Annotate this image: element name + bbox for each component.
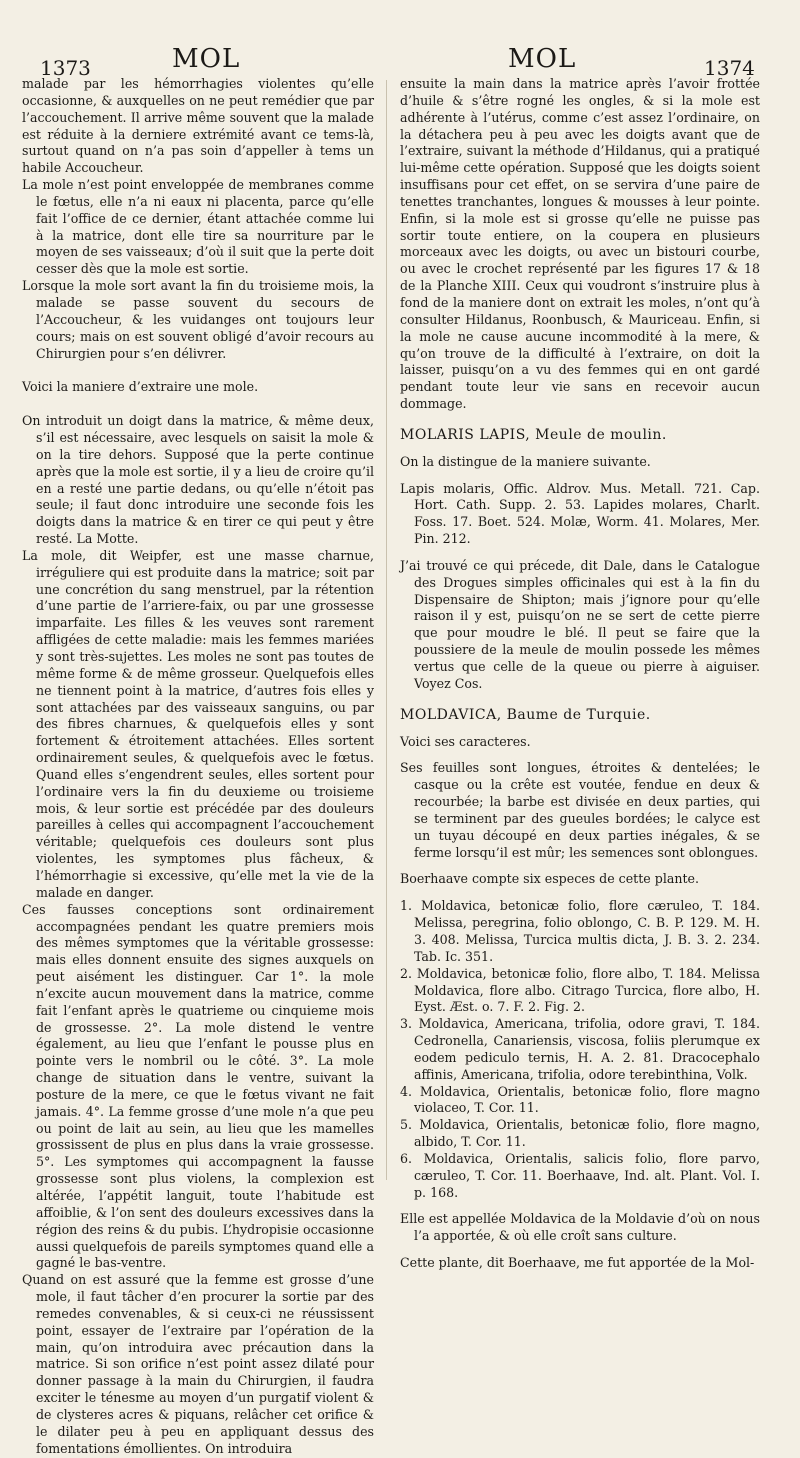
page-number-right: 1374 (704, 56, 755, 80)
paragraph: Elle est appellée Moldavica de la Moldavie d’où on nous l’a apportée, & où elle croît sans culture. (400, 1211, 760, 1244)
right-column (400, 76, 760, 1272)
paragraph: Voici ses caracteres. (400, 733, 531, 749)
list-item: 2. Moldavica, betonicæ folio, flore albo, T. 184. Melissa Moldavica, flore albo. Citrago Turcica, flore albo, H. Eyst. Æst. o. 7. F. 2. Fig. 2. (400, 965, 760, 1015)
paragraph: Ces fausses conceptions sont ordinairement accompagnées pendant les quatre premiers mois des mêmes symptomes que la véritable grossesse: mais elles donnent ensuite des signes auxquels on peut aisément les distinguer. Car 1°. la mole n’excite aucun mouvement dans la matrice, comme fait l’enfant après le quatrieme ou cinquieme mois de grossesse. 2°. La mole distend le ventre également, au lieu que l’enfant le pousse plus en pointe vers le nombril ou le côté. 3°. La mole change de situation dans le ventre, suivant la posture de la mere, ce que le fœtus vivant ne fait jamais. 4°. La femme grosse d’une mole n’a que peu ou point de lait au sein, au lieu que les mamelles grossissent de plus en plus dans la vraie grossesse. 5°. Les symptomes qui accompagnent la fausse grossesse sont plus violens, la complexion est altérée, l’appétit languit, toute l’habitude est affoiblie, & l’on sent des douleurs excessives dans la région des reins & du pubis. L’hydropisie occasionne aussi quelquefois de pareils symptomes quand elle a gagné le bas-ventre. (22, 901, 374, 1271)
running-head-left: MOL (172, 44, 241, 74)
paragraph: La mole n’est point enveloppée de membranes comme le fœtus, elle n’a ni eaux ni placenta, parce qu’elle fait l’office de ce dernier, étant attachée comme lui à la matrice, dont elle tire sa nourriture par le moyen de ses vaisseaux; d’où il suit que la perte doit cesser dès que la mole est sortie. (22, 177, 374, 277)
list-item: 5. Moldavica, Orientalis, betonicæ folio, flore magno, albido, T. Cor. 11. (400, 1117, 760, 1150)
entry-heading: MOLARIS LAPIS, Meule de moulin. (400, 426, 667, 443)
paragraph: J’ai trouvé ce qui précede, dit Dale, dans le Catalogue des Drogues simples officinales qui est à la fin du Dispensaire de Shipton; mais j’ignore pour qu’elle raison il y est, puisqu’on ne se sert de cette pierre que pour moudre le blé. Il peut se faire que la poussiere de la meule de moulin possede les mêmes vertus que celle de la queue ou pierre à aiguiser. Voyez Cos. (400, 557, 760, 691)
list-item: 4. Moldavica, Orientalis, betonicæ folio, flore magno violaceo, T. Cor. 11. (400, 1083, 760, 1116)
paragraph: Lapis molaris, Offic. Aldrov. Mus. Metall. 721. Cap. Hort. Cath. Supp. 2. 53. Lapides molares, Charlt. Foss. 17. Boet. 524. Molæ, Worm. 41. Molares, Mer. Pin. 212. (400, 480, 760, 547)
column-divider (386, 80, 387, 1180)
paragraph: Ses feuilles sont longues, étroites & dentelées; le casque ou la crête est voutée, fendue en deux & recourbée; la barbe est divisée en deux parties, qui se terminent par des gueules bordées; le calyce est un tuyau découpé en deux parties inégales, & se ferme lorsqu’il est mûr; les semences sont oblongues. (400, 760, 760, 860)
paragraph: Boerhaave compte six especes de cette plante. (400, 871, 699, 887)
paragraph: La mole, dit Weipfer, est une masse charnue, irréguliere qui est produite dans la matrice; soit par une concrétion du sang menstruel, par la rétention d’une partie de l’arriere-faix, ou par une grossesse imparfaite. Les filles & les veuves sont rarement affligées de cette maladie: mais les femmes mariées y sont très-sujettes. Les moles ne sont pas toutes de même forme & de même grosseur. Quelquefois elles ne tiennent point à la matrice, d’autres fois elles y sont attachées par des vaisseaux sanguins, ou par des fibres charnues, & quelquefois elles y sont fortement & étroitement attachées. Elles sortent ordinairement seules, & quelquefois avec le fœtus. Quand elles s’engendrent seules, elles sortent pour l’ordinaire vers la fin du deuxieme ou troisieme mois, & leur sortie est précédée par des douleurs pareilles à celles qui accompagnent l’accouchement véritable; quelquefois ces douleurs sont plus violentes, les symptomes plus fâcheux, & l’hémorrhagie si excessive, qu’elle met la vie de la malade en danger. (22, 547, 374, 900)
list-item: 6. Moldavica, Orientalis, salicis folio, flore parvo, cæruleo, T. Cor. 11. Boerhaave, Ind. alt. Plant. Vol. I. p. 168. (400, 1150, 760, 1200)
entry-heading: MOLDAVICA, Baume de Turquie. (400, 706, 651, 723)
paragraph: malade par les hémorrhagies violentes qu’elle occasionne, & auxquelles on ne peut remédier que par l’accouchement. Il arrive même souvent que la malade est réduite à la derniere extrémité avant ce tems-là, surtout quand on n’a pas soin d’appeller à tems un habile Accoucheur. (22, 76, 374, 176)
paragraph: Quand on est assuré que la femme est grosse d’une mole, il faut tâcher d’en procurer la sortie par des remedes convenables, & si ceux-ci ne réussissent point, essayer de l’extraire par l’opération de la main, qu’on introduira avec précaution dans la matrice. Si son orifice n’est point assez dilaté pour donner passage à la main du Chirurgien, il faudra exciter le ténesme au moyen d’un purgatif violent & de clysteres acres & piquans, relâcher cet orifice & le dilater peu à peu en appliquant dessus des fomentations émollientes. On introduira (22, 1272, 374, 1456)
list-item: 1. Moldavica, betonicæ folio, flore cæruleo, T. 184. Melissa, peregrina, folio oblongo, C. B. P. 129. M. H. 3. 408. Melissa, Turcica multis dicta, J. B. 3. 2. 234. Tab. Ic. 351. (400, 898, 760, 964)
paragraph: ensuite la main dans la matrice après l’avoir frottée d’huile & s’être rogné les ongles, & si la mole est adhérente à l’utérus, comme c’est assez l’ordinaire, on la détachera peu à peu avec les doigts avant que de l’extraire, suivant la méthode d’Hildanus, qui a pratiqué lui-même cette opération. Supposé que les doigts soient insuffisans pour cet effet, on se servira d’une paire de tenettes tranchantes, longues & mousses à leur pointe. Enfin, si la mole est si grosse qu’elle ne puisse pas sortir toute entiere, on la coupera en plusieurs morceaux avec les doigts, ou avec un bistouri courbe, ou avec le crochet représenté par les figures 17 & 18 de la Planche XIII. Ceux qui voudront s’instruire plus à fond de la maniere dont on extrait les moles, n’ont qu’à consulter Hildanus, Roonbusch, & Mauriceau. Enfin, si la mole ne cause aucune incommodité à la mere, & qu’on trouve de la difficulté à l’extraire, on doit la laisser, puisqu’on a vu des femmes qui en ont gardé pendant toute leur vie sans en recevoir aucun dommage. (400, 76, 760, 412)
running-head-right: MOL (508, 44, 577, 74)
section-heading: Voici la maniere d’extraire une mole. (22, 379, 259, 395)
page-number-left: 1373 (40, 56, 91, 80)
paragraph: On la distingue de la maniere suivante. (400, 453, 651, 469)
paragraph: Lorsque la mole sort avant la fin du troisieme mois, la malade se passe souvent du secours de l’Accoucheur, & les vuidanges ont toujours leur cours; mais on est souvent obligé d’avoir recours au Chirurgien pour s’en délivrer. (22, 278, 374, 361)
list-item: 3. Moldavica, Americana, trifolia, odore gravi, T. 184. Cedronella, Canariensis, viscosa, foliis plerumque ex eodem pediculo ternis, H. A. 2. 81. Dracocephalo affinis, Americana, trifolia, odore terebinthina, Volk. (400, 1016, 760, 1082)
paragraph: On introduit un doigt dans la matrice, & même deux, s’il est nécessaire, avec lesquels on saisit la mole & on la tire dehors. Supposé que la perte continue après que la mole est sortie, il y a lieu de croire qu’il en a resté une partie dedans, ou qu’elle n’étoit pas seule; il faut donc introduire une seconde fois les doigts dans la matrice & en tirer ce qui peut y être resté. La Motte. (22, 413, 374, 547)
paragraph: Cette plante, dit Boerhaave, me fut apportée de la Mol- (400, 1255, 755, 1271)
left-column (22, 76, 374, 1458)
